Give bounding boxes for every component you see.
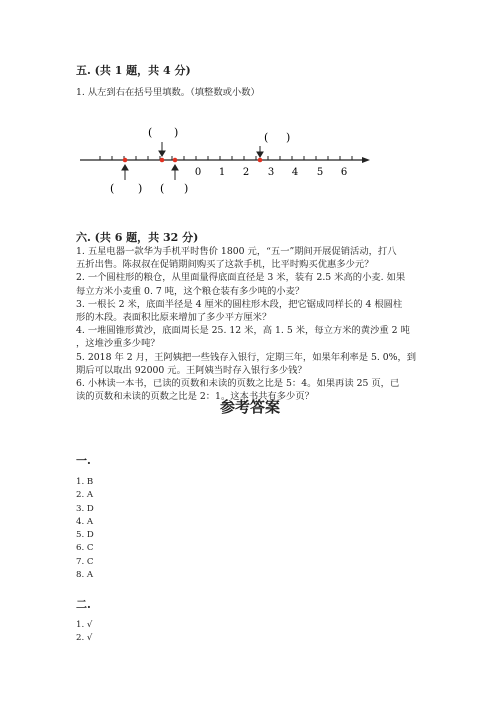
top-bracket-open: (: [264, 131, 269, 144]
answer-item: 2. √: [76, 633, 93, 644]
answer-item: 6. C: [76, 543, 94, 554]
question-line: 每立方米小麦重 0. 7 吨，这个粮仓装有多少吨的小麦？: [76, 285, 305, 297]
marker-point: [258, 158, 263, 163]
tick-label: 6: [340, 167, 348, 178]
section-5-question: 1. 从左到右在括号里填数。（填整数或小数）: [76, 87, 260, 98]
question-line: 五折出售。陈叔叔在促销期间购买了这款手机，比平时购买优惠多少元？: [76, 259, 374, 271]
answer-list-part-2: [76, 619, 92, 646]
question-line: 读的页数和未读的页数之比是 2：1。这本书共有多少页？: [76, 391, 314, 403]
bottom-bracket-close: ): [138, 182, 143, 195]
number-line-figure: [80, 124, 370, 196]
marker-point: [160, 158, 165, 163]
tick-label: 4: [291, 167, 299, 178]
top-bracket-close: ): [174, 126, 179, 139]
answer-item: 1. √: [76, 620, 93, 630]
question-line: ，这堆沙重多少吨？: [76, 338, 160, 350]
question-line: 6. 小林读一本书，已读的页数和未读的页数之比是 5：4。如果再读 25 页，已: [76, 378, 400, 390]
answer-item: 5. D: [76, 530, 94, 541]
answer-list-part-1: [76, 476, 94, 582]
answer-part-2-heading: 二.: [76, 598, 91, 611]
tick-label: 3: [267, 167, 275, 178]
section-6-heading: 六. (共 6 题，共 32 分): [76, 231, 199, 244]
tick-label: 2: [242, 167, 250, 178]
answer-item: 3. D: [76, 503, 94, 514]
down-arrow-icon: [257, 146, 263, 157]
section-5-heading: 五. (共 1 题，共 4 分): [76, 64, 191, 77]
top-bracket-close: ): [286, 131, 291, 144]
answer-item: 8. A: [76, 570, 94, 581]
section-6-questions: [76, 245, 421, 403]
question-line: 3. 一根长 2 米，底面半径是 4 厘米的圆柱形木段，把它锯成同样长的 4 根圆柱: [76, 298, 403, 310]
top-bracket-open: (: [148, 126, 153, 139]
question-line: 期后可以取出 92000 元。王阿姨当时存入银行多少钱？: [76, 364, 307, 376]
axis-arrow-icon: [362, 157, 370, 163]
answer-part-1-heading: 一.: [76, 454, 91, 467]
marker-point: [173, 158, 178, 163]
answer-item: 1. B: [76, 477, 94, 487]
tick-label: 0: [194, 167, 202, 178]
tick-label: 5: [316, 167, 324, 178]
up-arrow-icon: [172, 165, 178, 180]
question-line: 1. 五星电器一款华为手机平时售价 1800 元，“五一”期间开展促销活动，打八: [76, 246, 397, 257]
marker-point: [123, 158, 128, 163]
question-line: 5. 2018 年 2 月，王阿姨把一些钱存入银行，定期三年，如果年利率是 5. 0%，到: [76, 351, 417, 363]
down-arrow-icon: [159, 142, 165, 156]
tick-label: 1: [218, 167, 226, 178]
question-line: 形的木段。表面积比原来增加了多少平方厘米？: [76, 312, 272, 324]
answer-key-title: 参考答案: [219, 398, 280, 416]
answer-item: 7. C: [76, 556, 94, 567]
bottom-bracket-close: ): [184, 182, 189, 195]
bottom-bracket-open: (: [160, 182, 165, 195]
answer-item: 2. A: [76, 490, 94, 501]
answer-item: 4. A: [76, 516, 94, 527]
bottom-bracket-open: (: [110, 182, 115, 195]
question-line: 4. 一堆圆锥形黄沙，底面周长是 25. 12 米，高 1. 5 米，每立方米的黄沙重 2 吨: [76, 325, 410, 337]
up-arrow-icon: [122, 165, 128, 180]
question-line: 2. 一个圆柱形的粮仓，从里面量得底面直径是 3 米，装有 2.5 米高的小麦. 如果: [76, 272, 406, 284]
